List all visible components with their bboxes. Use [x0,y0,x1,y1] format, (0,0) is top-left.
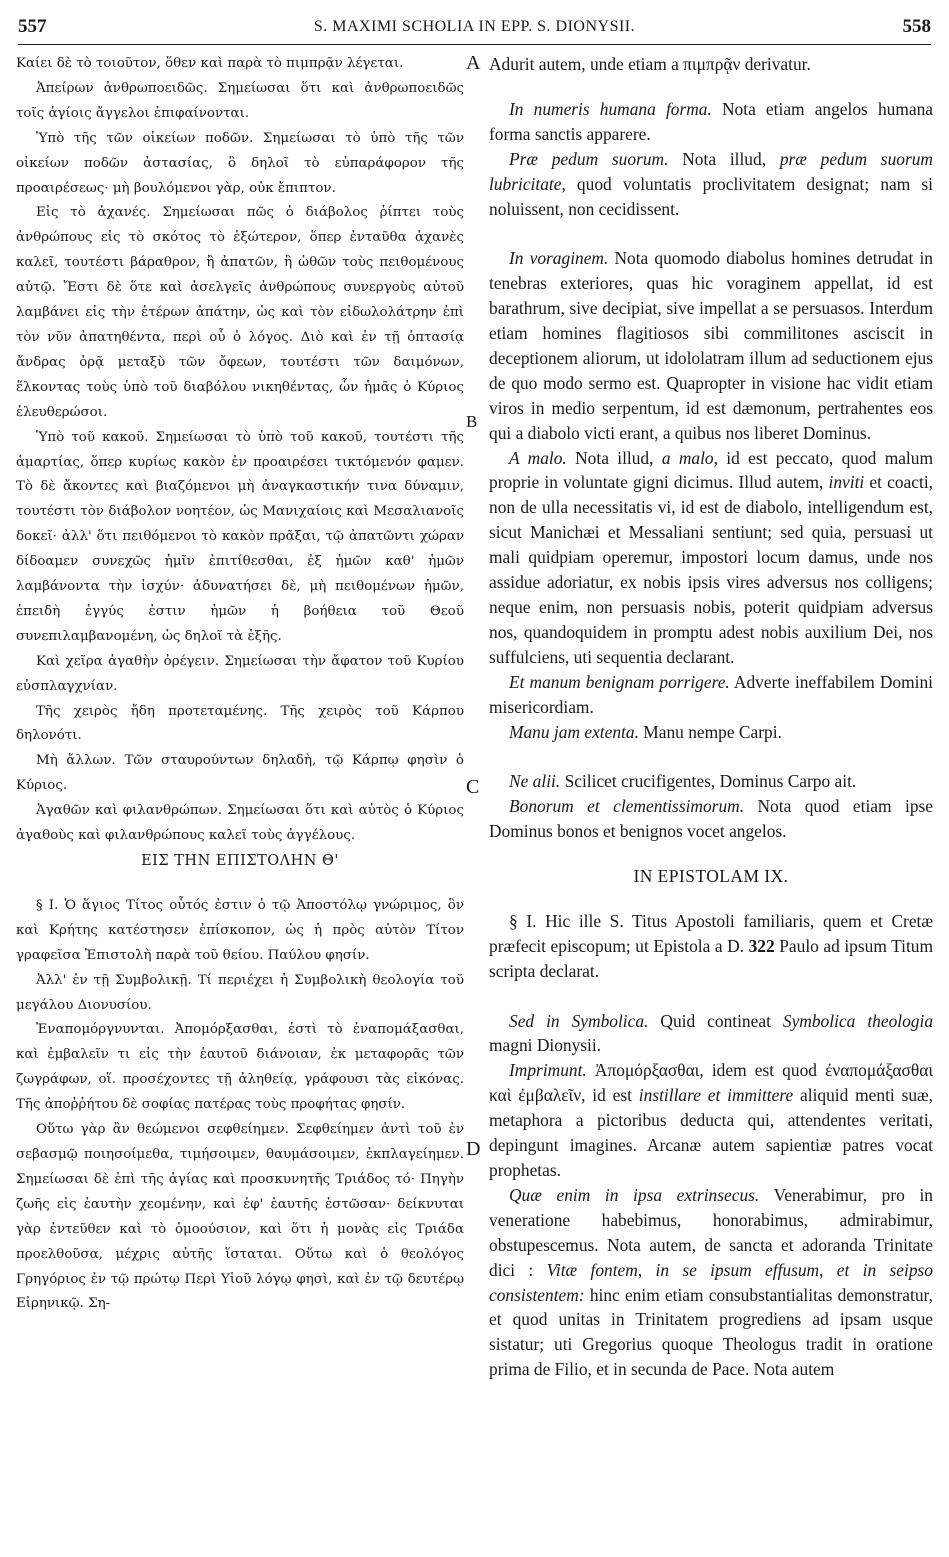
greek-section-heading: ΕΙΣ ΤΗΝ ΕΠΙΣΤΟΛΗΝ Θ' [141,853,339,869]
page-number-left: 557 [18,16,47,37]
greek-paragraph: Ἀπείρων ἀνθρωποειδῶς. Σημείωσαι ὅτι καὶ ἀνθρωποειδῶς τοῖς ἁγίοις ἄγγελοι ἐπιφαίνονται. [16,80,464,121]
lemma: Imprimunt. [509,1060,587,1081]
column-number: 322 [748,935,775,956]
lemma: Præ pedum suorum. [509,148,669,169]
greek-paragraph: Τῆς χειρὸς ἤδη προτεταμένης. Τῆς χειρὸς τοῦ Κάρπου δηλονότι. [16,703,464,744]
greek-paragraph: Οὕτω γὰρ ἂν θεώμενοι σεφθείημεν. Σεφθείημεν ἀντὶ τοῦ ἐν σεβασμῷ ποιησοίμεθα, τιμήσοιμεν, θαυμάσοιμεν, ἐκπλαγείημεν. Σημείωσαι δὲ ἐπὶ τῆς ἁγίας καὶ προσκυνητῆς Τριάδος τό· Πηγὴν ζωῆς εἰς ἑαυτὴν χεομένην, καὶ ἐφ' ἑαυτῆς ἑστῶσαν· δείκνυται γὰρ ἐντεῦθεν καὶ τὸ ὁμοούσιον, καὶ ὅτι ἡ μονὰς εἰς Τριάδα προελθοῦσα, μέχρις αὐτῆς ἵσταται. Οὕτω καὶ ὁ θεολόγος Γρηγόριος ἐν τῷ πρώτῳ Περὶ Υἱοῦ λόγῳ φησὶ, καὶ ἐν τῷ δευτέρῳ Εἰρηνικῷ. Ση- [16,1122,464,1312]
greek-paragraph: Ἐναπομόργνυνται. Ἀπομόρξασθαι, ἐστὶ τὸ ἐναπομάξασθαι, καὶ ἐμβαλεῖν τι εἰς τὴν ἑαυτοῦ διάνοιαν, ἐκ μεταφορᾶς τῶν ζωγράφων, οἵ. προσέχοντες τῇ ἀληθείᾳ, γράφουσι τὰς εἰκόνας. Τῆς ἀποῤῥήτου δὲ σοφίας πατέρας τοὺς προφήτας φησίν. [16,1022,464,1113]
latin-paragraph: § I. Hic ille S. Titus Apostoli familiaris, quem et Cretæ præfecit episcopum; ut Epistola a D. 322 Paulo ad ipsum Titum scripta declarat. [489,910,933,981]
latin-paragraph: Imprimunt. Ἀπομόρξασθαι, idem est quod ἐναπομάξασθαι καὶ ἐμβαλεῖν, id est instillare et immittere aliquid menti suæ, metaphora a pictoribus deducta qui, attendentes veritati, depingunt imagines. Arcanæ autem sapientiæ patres vocat prophetas. [489,1060,933,1181]
latin-paragraph: In voraginem. Nota quomodo diabolus homines detrudat in tenebras exteriores, quas hic voraginem appellat, id est barathrum, sive decipiat, sive impellat a se persuasos. Interdum etiam homines flagitiosos sibi commilitones asciscit in deceptionem aliorum, ut idololatram illum ad seductionem ejus de quo modo sermo est. Quapropter in visione hac vidit etiam viros in medio serpentum, id est dæmonum, pertrahentes eos qui a diabolo victi erant, a quibus nos liberet Dominus. [489,248,933,443]
greek-paragraph: § I. Ὁ ἅγιος Τίτος οὗτός ἐστιν ὁ τῷ Ἀποστόλῳ γνώριμος, ὃν καὶ Κρήτης κατέστησεν ἐπίσκοπον, ὡς ἡ πρὸς αὐτὸν Τίτον γραφεῖσα Ἐπιστολὴ παρὰ τοῦ θείου. Παύλου φησίν. [16,897,464,963]
latin-paragraph: Adurit autem, unde etiam a πιμπρᾷν derivatur. [489,54,811,74]
latin-paragraph: In numeris humana forma. Nota etiam angelos humana forma sanctis apparere. [489,98,933,144]
greek-paragraph: Καὶ χεῖρα ἀγαθὴν ὀρέγειν. Σημείωσαι τὴν ἄφατον τοῦ Κυρίου εὐσπλαγχνίαν. [16,653,464,694]
lemma: In numeris humana forma. [509,98,712,119]
lemma: Ne alii. [509,771,561,792]
latin-section-heading: IN EPISTOLAM IX. [633,866,789,887]
latin-paragraph: Sed in Symbolica. Quid contineat Symbolica theologia magni Dionysii. [489,1010,934,1056]
latin-paragraph: Bonorum et clementissimorum. Nota quod etiam ipse Dominus bonos et benignos vocet angelos. [489,796,933,842]
page-header [18,14,931,45]
latin-paragraph: Ne alii. Scilicet crucifigentes, Dominus Carpo ait. [509,771,857,792]
greek-paragraph: Ἀλλ' ἐν τῇ Συμβολικῇ. Τί περιέχει ἡ Συμβολικὴ θεολογία τοῦ μεγάλου Διονυσίου. [16,972,464,1013]
latin-paragraph: Quæ enim in ipsa extrinsecus. Venerabimur, pro in veneratione habebimus, honorabimus, admirabimur, obstupescemus. Nota autem, de sancta et adoranda Trinitate dici : Vitæ fontem, in se ipsum effusum, et in seipso consistentem: hinc enim etiam consubstantialitas demonstratur, et quod unitas in Trinitatem progrediens ad ipsam usque sistatur; uti Gregorius quoque Theologus tradit in oratione prima de Filio, et in secunda de Pace. Nota autem [489,1184,933,1380]
greek-paragraph: Εἰς τὸ ἀχανές. Σημείωσαι πῶς ὁ διάβολος ῥίπτει τοὺς ἀνθρώπους εἰς τὸ σκότος τὸ ἐξώτερον, ὅπερ ἐνταῦθα ἀχανὲς καλεῖ, τουτέστι βάραθρον, ἢ ἀπατῶν, ἢ ὠθῶν τοὺς πειθομένους αὐτῷ. Ἔστι δὲ ὅτε καὶ ἀσελγεῖς ἀνθρώπους συνεργοὺς αὐτοῦ λαμβάνει εἰς τὴν ἑτέρων ἀπάτην, ὡς καὶ τὸν εἰδωλολάτρην ἐπὶ τὸν νῦν ἀπατηθέντα, περὶ οὗ ὁ λόγος. Διὸ καὶ ἐν τῇ ὀπτασίᾳ ἄνδρας ὁρᾷ μεταξὺ τῶν ὄφεων, τουτέστι τῶν δαιμόνων, ἕλκοντας τοὺς ὑπὸ τοῦ διαβόλου νικηθέντας, ὧν ἡμᾶς ὁ Κύριος ἐλευθερώσοι. [16,205,464,420]
greek-paragraph: Καίει δὲ τὸ τοιοῦτον, ὅθεν καὶ παρὰ τὸ πιμπρᾷν λέγεται. [16,56,404,71]
lemma: Bonorum et clementissimorum. [509,796,745,817]
latin-paragraph: Manu jam extenta. Manu nempe Carpi. [509,721,782,742]
running-title: S. MAXIMI SCHOLIA IN EPP. S. DIONYSII. [313,18,636,35]
latin-paragraph: Præ pedum suorum. Nota illud, præ pedum suorum lubricitate, quod voluntatis proclivitatem designat; nam si noluissent, non cecidissent. [489,148,933,219]
margin-letter-c: C [466,776,480,798]
greek-paragraph: Μὴ ἄλλων. Τῶν σταυρούντων δηλαδὴ, τῷ Κάρπῳ φησὶν ὁ Κύριος. [16,753,464,794]
margin-letter-b: B [466,412,478,431]
greek-column [16,52,464,1317]
lemma: In voraginem. [509,248,609,269]
margin-letter-a: A [466,52,481,74]
greek-paragraph: Ἀγαθῶν καὶ φιλανθρώπων. Σημείωσαι ὅτι καὶ αὐτὸς ὁ Κύριος ἀγαθοὺς καὶ φιλανθρώπους καλεῖ τοὺς ἀγγέλους. [16,803,464,844]
latin-paragraph: A malo. Nota illud, a malo, id est peccato, quod malum proprie in voluntate gigni dicimus. Illud autem, inviti et coacti, non de ulla necessitatis vi, id est de diabolo, intelligendum est, sicut Manichæi et Messaliani sentiunt; sed quia, persuasi ut mali quidpiam operemur, impostori locum damus, unde nos assidue adoriatur, ex nobis ipsis vires adversus nos colligens; neque enim, non persuasis nobis, poterit quidpiam adversus nos, quandoquidem in promptu adest nobis auxilium Dei, nos suffulciens, uti sequentia declarant. [489,447,934,667]
greek-paragraph: Ὑπὸ τῆς τῶν οἰκείων ποδῶν. Σημείωσαι τὸ ὑπὸ τῆς τῶν οἰκείων ποδῶν ἀστασίας, ὃ δηλοῖ τὸ εὐπαράφορον τῆς προαιρέσεως· μὴ βουλόμενοι γὰρ, οὐκ ἔπιπτον. [16,130,464,196]
greek-paragraph: Ὑπὸ τοῦ κακοῦ. Σημείωσαι τὸ ὑπὸ τοῦ κακοῦ, τουτέστι τῆς ἁμαρτίας, ὅπερ κυρίως κακὸν ἐν προαιρέσει τικτόμενόν φαμεν. Τὸ δὲ ἄκοντες καὶ βιαζόμενοι μὴ ἀναγκαστικήν τινα δύναμιν, τουτέστι τὸν διάβολον νοητέον, ὡς Μανιχαίοις καὶ Μεσαλιανοῖς δοκεῖ· ἀλλ' ὅτι πειθόμενοι τὸ κακὸν πρᾶξαι, τῷ ἀπατῶντι χώραν δίδοαμεν συνεχῶς ἡμῖν ἐπιτίθεσθαι, ἐξ ἡμῶν καθ' ἡμῶν λαμβάνοντα τὴν ἰσχύν· ἀδυνατήσει δὲ, μὴ πειθομένων ἡμῶν, ἐπειδὴ ἐγγύς ἐστιν ἡμῶν ἡ βοήθεια τοῦ Θεοῦ συνεπιλαμβανομένη, ὡς δηλοῖ τὰ ἑξῆς. [16,429,464,644]
margin-letter-d: D [466,1138,481,1160]
lemma: Sed in Symbolica. [509,1010,649,1031]
lemma: A malo. [509,447,567,468]
lemma: Manu jam extenta. [509,721,639,742]
lemma: Et manum benignam porrigere. [509,671,730,692]
latin-paragraph: Et manum benignam porrigere. Adverte ineffabilem Domini misericordiam. [489,671,933,717]
page-number-right: 558 [902,16,931,37]
latin-column [489,52,933,1382]
lemma: Quæ enim in ipsa extrinsecus. [509,1184,760,1205]
